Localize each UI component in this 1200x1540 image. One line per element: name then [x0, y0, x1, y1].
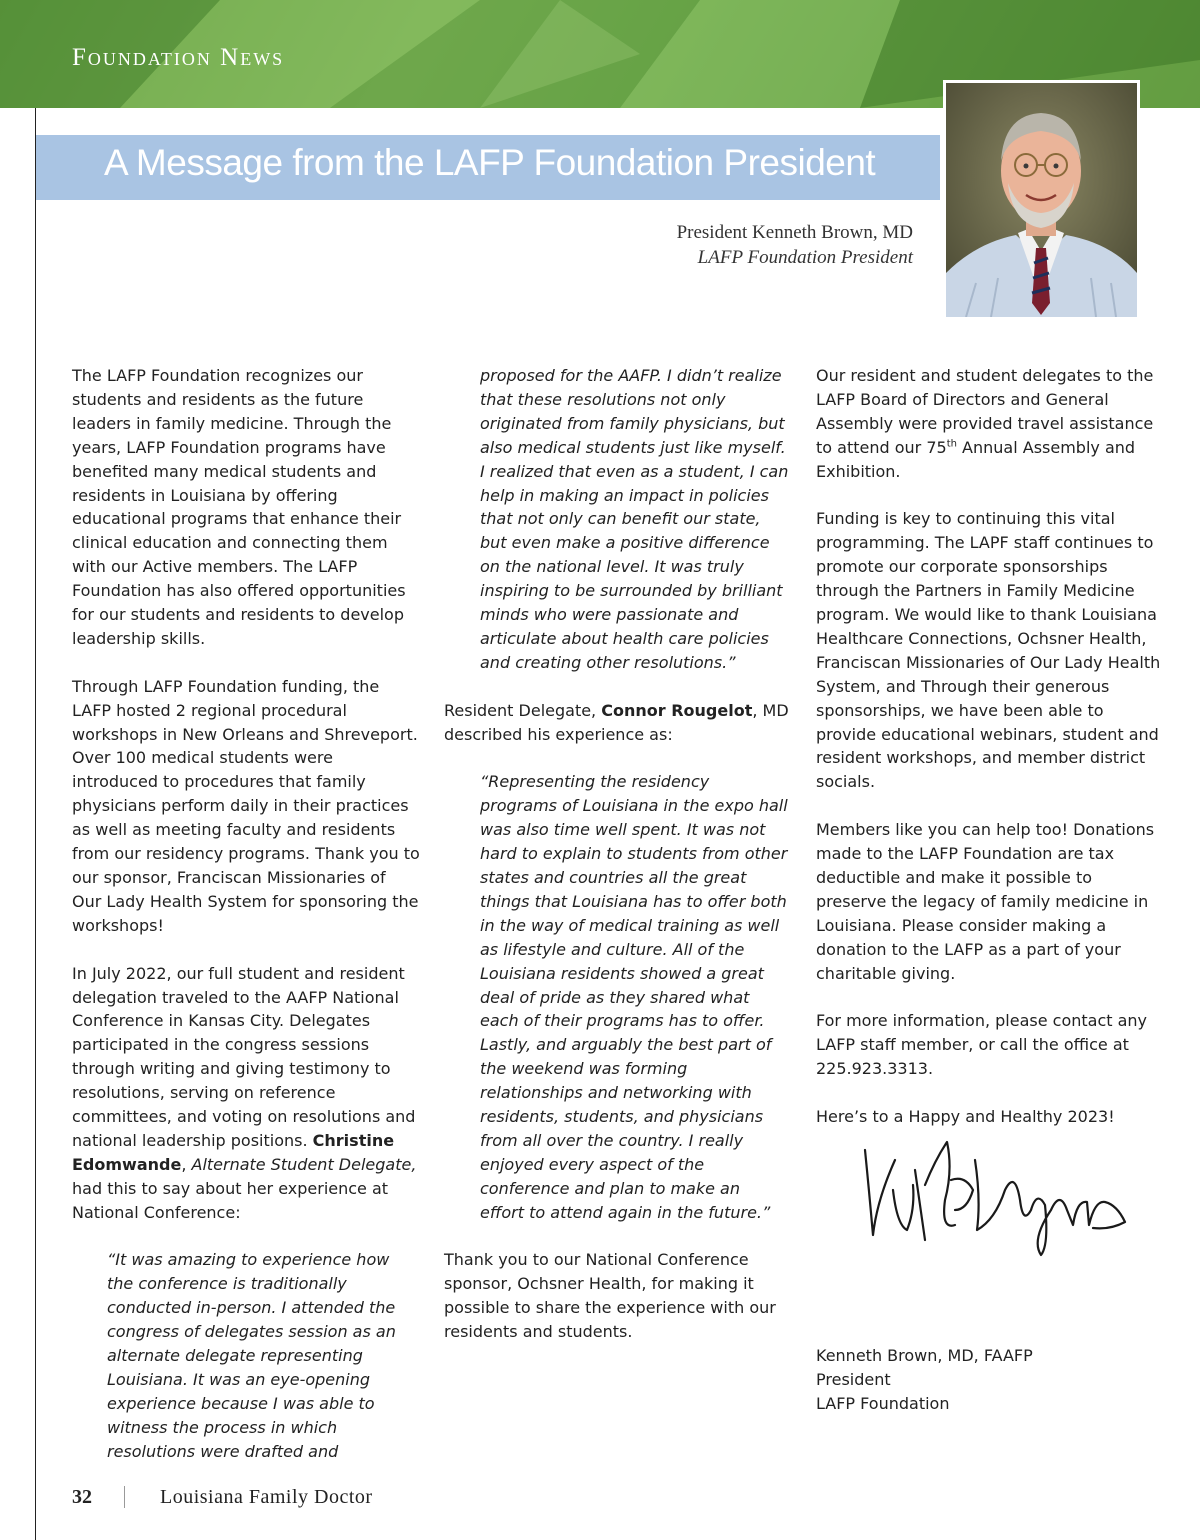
paragraph: For more information, please contact any LAFP staff member, or call the office at 225.923.3313. — [816, 1011, 1148, 1079]
page-number: 32 — [72, 1486, 92, 1508]
signature-image — [855, 1130, 1145, 1260]
byline-name: President Kenneth Brown, MD — [676, 222, 913, 243]
column-1 — [72, 364, 420, 1464]
paragraph: Funding is key to continuing this vital programming. The LAPF staff continues to promote our corporate sponsorships through the Partners in Family Medicine program. We would like to thank Louisiana Healthcare Connections, Ochsner Health, Franciscan Missionaries of Our Lady Health System, and Through their generous sponsorships, we have been able to provide educational webinars, student and resident workshops, and member district socials. — [816, 509, 1161, 792]
president-portrait — [943, 80, 1140, 320]
paragraph — [816, 364, 1166, 484]
text-run: , MD described his experience as: — [444, 700, 789, 744]
paragraph: Members like you can help too! Donations made to the LAFP Foundation are tax deductible and make it possible to preserve the legacy of family medicine in Louisiana. Please consider making a donation to the LAFP as a part of your charitable giving. — [816, 820, 1155, 983]
paragraph — [72, 962, 420, 1225]
article-title: A Message from the LAFP Foundation President — [104, 142, 876, 183]
paragraph: The LAFP Foundation recognizes our students and residents as the future leaders in family medicine. Through the years, LAFP Foundation programs have benefited many medical students and residents in Louisiana by offering educational programs that enhance their clinical education and connecting them with our Active members. The LAFP Foundation has also offered opportunities for our students and residents to develop leadership skills. — [72, 366, 406, 648]
student-quote: “It was amazing to experience how the conference is traditionally conducted in-person. I attended the congress of delegates session as an alternate delegate representing Louisiana. It was an eye-opening experience because I was able to witness the process in which resolutions were drafted and — [107, 1250, 396, 1461]
text-run: had this to say about her experience at National Conference: — [72, 1178, 389, 1222]
text-run: In July 2022, our full student and resident delegation traveled to the AAFP National Conference in Kansas City. Delegates participated in the congress sessions through writing and giving testimony to resolutions, serving on reference committees, and voting on resolutions and national leadership positions. — [72, 963, 416, 1150]
sign-org: LAFP Foundation — [816, 1393, 950, 1413]
resident-name: Connor Rougelot — [601, 700, 753, 720]
portrait-illustration — [946, 83, 1137, 317]
sign-title: President — [816, 1369, 891, 1389]
text-run: Our resident and student delegates to the LAFP Board of Directors and General Assembly were provided travel assistance to attend our 75 — [816, 366, 1154, 457]
delegate-name: Christine Edomwande — [72, 1130, 395, 1174]
paragraph: Here’s to a Happy and Healthy 2023! — [816, 1107, 1115, 1127]
paragraph: Thank you to our National Conference sponsor, Ochsner Health, for making it possible to share the experience with our residents and students. — [444, 1250, 776, 1342]
column-2 — [444, 364, 789, 1344]
margin-rule — [35, 108, 36, 1540]
delegate-role: Alternate Student Delegate, — [191, 1154, 417, 1174]
sign-name: Kenneth Brown, MD, FAAFP — [816, 1345, 1033, 1365]
text-run: Annual Assembly and Exhibition. — [816, 437, 1136, 481]
paragraph — [444, 699, 789, 747]
superscript: th — [946, 438, 957, 450]
publication-name: Louisiana Family Doctor — [160, 1486, 373, 1508]
text-run: Resident Delegate, — [444, 700, 602, 720]
student-quote-continued: proposed for the AAFP. I didn’t realize that these resolutions not only originated from family physicians, but also medical students just like myself. I realized that even as a student, I can help in making an impact in policies that not only can benefit our state, but even make a positive difference on the national level. It was truly inspiring to be surrounded by brilliant minds who were passionate and articulate about health care policies and creating other resolutions.” — [480, 366, 789, 672]
section-title: Foundation News — [72, 44, 285, 71]
byline-role: LAFP Foundation President — [697, 247, 913, 268]
resident-quote: “Representing the residency programs of Louisiana in the expo hall was also time well spent. It was not hard to explain to students from other states and countries all the great things that Louisiana has to offer both in the way of medical training as well as lifestyle and culture. All of the Louisiana residents showed a great deal of pride as they shared what each of their programs has to offer. Lastly, and arguably the best part of the weekend was forming relationships and networking with residents, students, and physicians from all over the country. I really enjoyed every aspect of the conference and plan to make an effort to attend again in the future.” — [480, 772, 788, 1222]
footer-divider — [124, 1486, 125, 1508]
byline — [677, 220, 913, 270]
text-run: , — [181, 1154, 192, 1174]
paragraph: Through LAFP Foundation funding, the LAFP hosted 2 regional procedural workshops in New Orleans and Shreveport. Over 100 medical students were introduced to procedures that family physicians perform daily in their practices as well as meeting faculty and residents from our residency programs. Thank you to our sponsor, Franciscan Missionaries of Our Lady Health System for sponsoring the workshops! — [72, 676, 420, 935]
